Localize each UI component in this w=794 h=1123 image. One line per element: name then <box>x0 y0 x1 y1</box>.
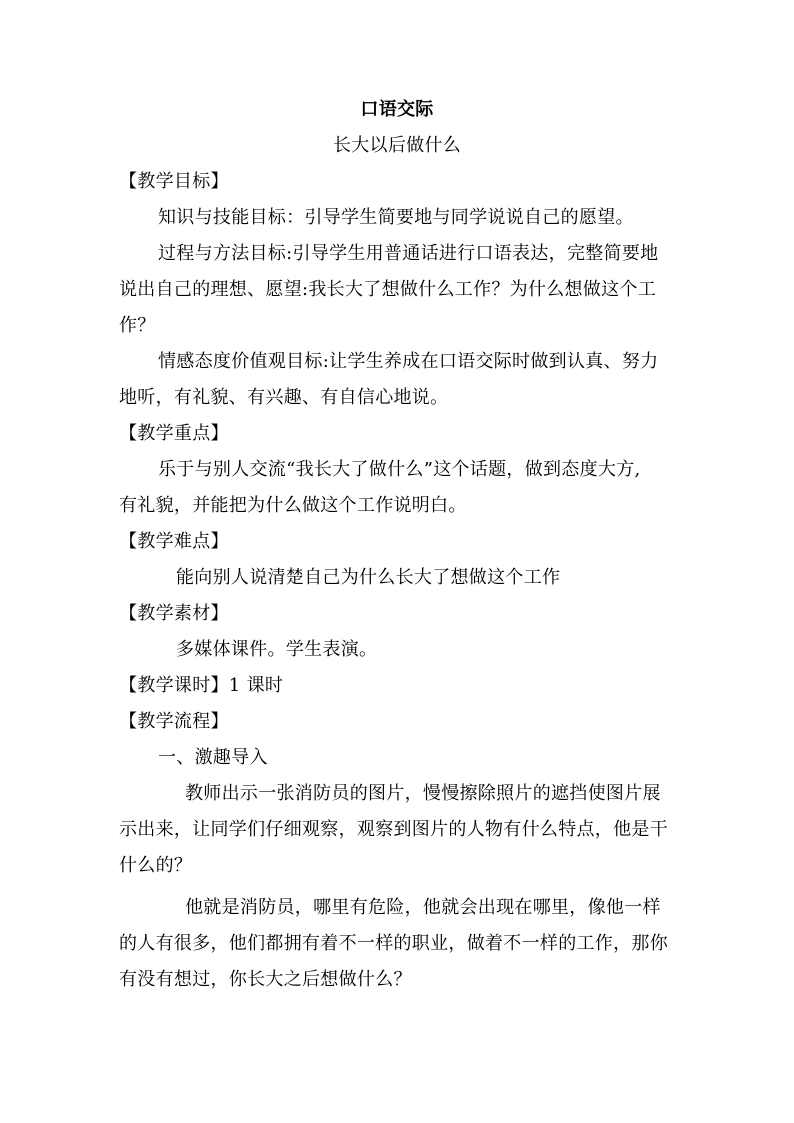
goal-process-line3: 作？ <box>119 315 156 336</box>
document-subtitle: 长大以后做什么 <box>332 135 462 156</box>
goal-knowledge: 知识与技能目标：引导学生简要地与同学说说自己的愿望。 <box>158 207 634 228</box>
para1-line2: 示出来，让同学们仔细观察，观察到图片的人物有什么特点，他是干 <box>119 819 668 840</box>
step1-heading: 一、激趣导入 <box>158 747 268 768</box>
section-heading-difficulty: 【教学难点】 <box>119 531 229 552</box>
para2-line1: 他就是消防员，哪里有危险，他就会出现在哪里，像他一样 <box>185 897 661 918</box>
key-points-line2: 有礼貌，并能把为什么做这个工作说明白。 <box>119 495 467 516</box>
goal-process-line1: 过程与方法目标:引导学生用普通话进行口语表达，完整简要地 <box>158 243 659 264</box>
para1-line1: 教师出示一张消防员的图片，慢慢擦除照片的遮挡使图片展 <box>185 783 661 804</box>
section-heading-key-points: 【教学重点】 <box>119 423 229 444</box>
goal-process-line2: 说出自己的理想、愿望:我长大了想做什么工作？为什么想做这个工 <box>119 279 657 300</box>
para1-line3: 什么的？ <box>119 855 193 876</box>
section-heading-process: 【教学流程】 <box>119 711 229 732</box>
difficulty-line1: 能向别人说清楚自己为什么长大了想做这个工作 <box>176 567 561 588</box>
document-title: 口语交际 <box>360 99 434 120</box>
goal-emotion-line2: 地听，有礼貌、有兴趣、有自信心地说。 <box>119 387 449 408</box>
class-hours-line: 【教学课时】1 课时 <box>119 675 284 696</box>
section-heading-materials: 【教学素材】 <box>119 603 229 624</box>
goal-emotion-line1: 情感态度价值观目标:让学生养成在口语交际时做到认真、努力 <box>158 351 659 372</box>
key-points-line1: 乐于与别人交流“我长大了做什么”这个话题，做到态度大方, <box>158 459 641 480</box>
section-heading-goals: 【教学目标】 <box>119 171 229 192</box>
materials-line1: 多媒体课件。学生表演。 <box>176 639 378 660</box>
para2-line3: 有没有想过，你长大之后想做什么？ <box>119 969 412 990</box>
para2-line2: 的人有很多，他们都拥有着不一样的职业，做着不一样的工作，那你 <box>119 933 668 954</box>
